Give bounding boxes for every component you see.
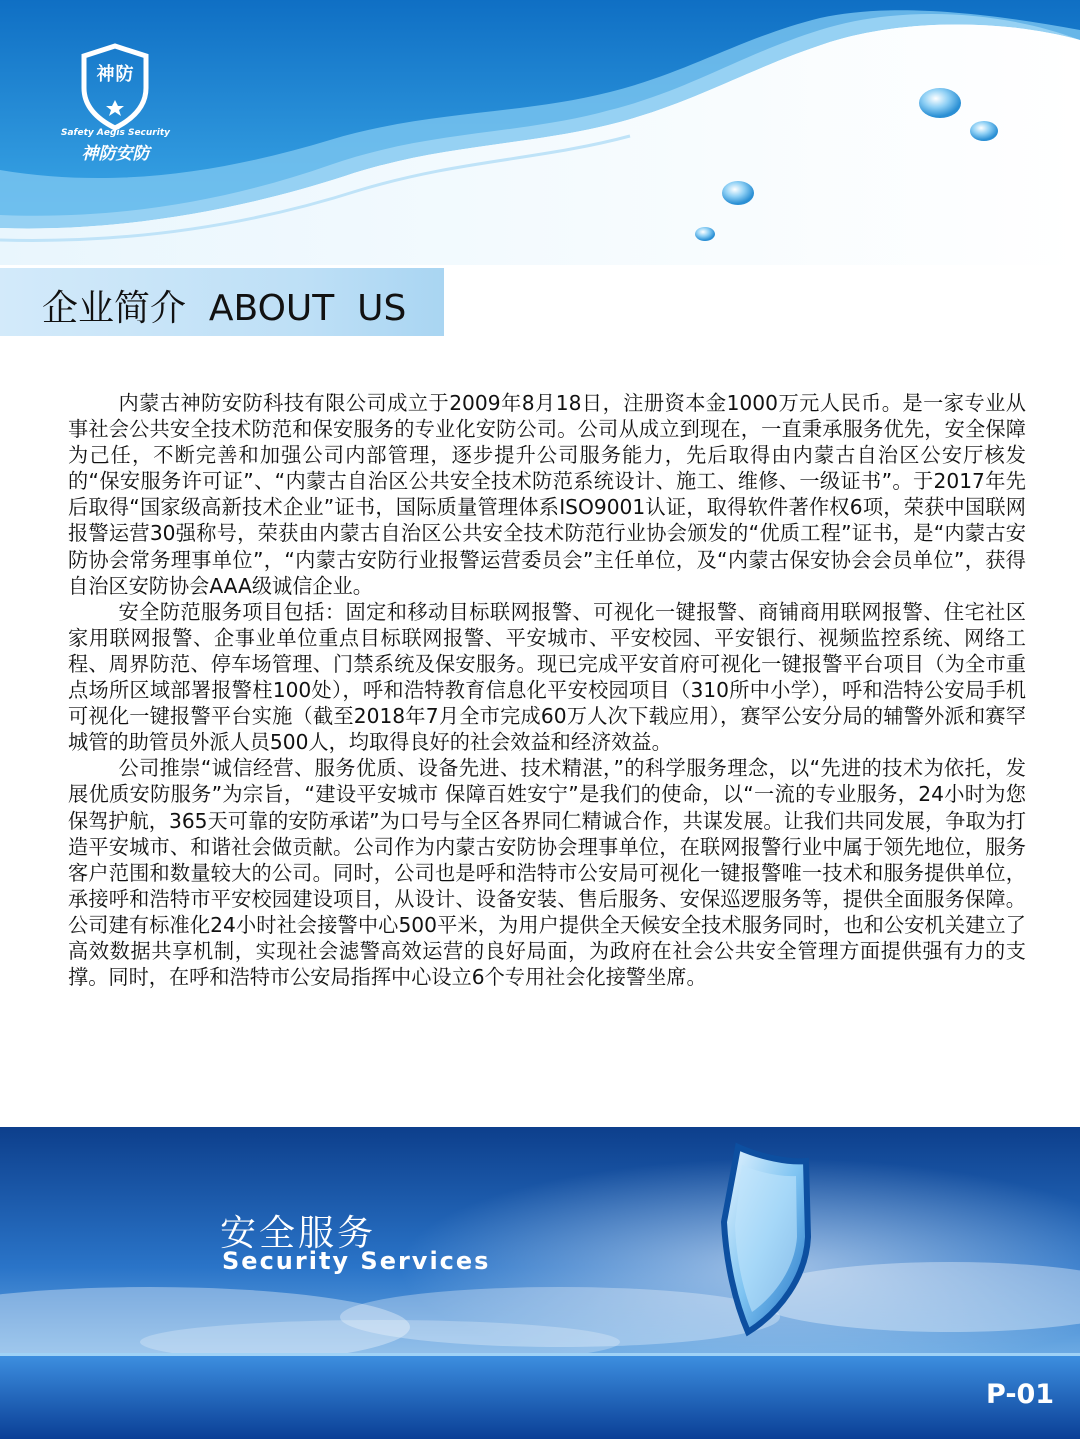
footer-title-english: Security Services: [222, 1247, 491, 1275]
footer-sky-art: [0, 1127, 1080, 1439]
footer-title-chinese: 安全服务: [220, 1213, 377, 1254]
logo-shield-text: 神防: [96, 64, 135, 85]
logo-chinese-text: 神防安防: [81, 144, 150, 164]
logo-shield-icon: [58, 42, 173, 132]
paragraph: 公司推崇“诚信经营、服务优质、设备先进、技术精湛，”的科学服务理念，以“先进的技术为依托，发展优质安防服务”为宗旨，“建设平安城市 保障百姓安宁”是我们的使命，以“一流的专业服务，24小时为您保驾护航，365天可靠的安防承诺”为口号与全区各界同仁精诚合作，共谋发展。让我们共同发展，争取为打造平安城市、和谐社会做贡献。公司作为内蒙古安防协会理事单位，在联网报警行业中属于领先地位，服务客户范围和数量较大的公司。同时，公司也是呼和浩特市公安局可视化一键报警唯一技术和服务提供单位，承接呼和浩特市平安校园建设项目，从设计、设备安装、售后服务、安保巡逻服务等，提供全面服务保障。公司建有标准化24小时社会接警中心500平米，为用户提供全天候安全技术服务同时，也和公安机关建立了高效数据共享机制，实现社会滤警高效运营的良好局面，为政府在社会公共安全管理方面提供强有力的支撑。同时，在呼和浩特市公安局指挥中心设立6个专用社会化接警坐席。: [68, 756, 1026, 990]
paragraph: 内蒙古神防安防科技有限公司成立于2009年8月18日，注册资本金1000万元人民币。是一家专业从事社会公共安全技术防范和保安服务的专业化安防公司。公司从成立到现在，一直秉承服务优先，安全保障为己任，不断完善和加强公司内部管理，逐步提升公司服务能力，先后取得由内蒙古自治区公安厅核发的“保安服务许可证”、“内蒙古自治区公共安全技术防范系统设计、施工、维修、一级证书”。于2017年先后取得“国家级高新技术企业”证书，国际质量管理体系ISO9001认证，取得软件著作权6项，荣获中国联网报警运营30强称号，荣获由内蒙古自治区公共安全技术防范行业协会颁发的“优质工程”证书，是“内蒙古安防协会常务理事单位”，“内蒙古安防行业报警运营委员会”主任单位，及“内蒙古保安协会会员单位”，获得自治区安防协会AAA级诚信企业。: [68, 391, 1026, 598]
page-title: 企业简介 ABOUT US: [42, 288, 407, 329]
section-title-bar: [0, 268, 444, 336]
paragraph: 安全防范服务项目包括：固定和移动目标联网报警、可视化一键报警、商铺商用联网报警、住宅社区家用联网报警、企事业单位重点目标联网报警、平安城市、平安校园、平安银行、视频监控系统、网络工程、周界防范、停车场管理、门禁系统及保安服务。现已完成平安首府可视化一键报警平台项目（为全市重点场所区域部署报警柱100处），呼和浩特教育信息化平安校园项目（310所中小学），呼和浩特公安局手机可视化一键报警平台实施（截至2018年7月全市完成60万人次下载应用），赛罕公安分局的辅警外派和赛罕城管的助管员外派人员500人，均取得良好的社会效益和经济效益。: [68, 599, 1026, 755]
company-logo: [58, 42, 173, 162]
logo-english-text: Safety Aegis Security: [61, 128, 170, 138]
footer-banner: [0, 1127, 1080, 1439]
page-number: P-01: [986, 1379, 1055, 1410]
company-introduction: [68, 390, 1026, 990]
